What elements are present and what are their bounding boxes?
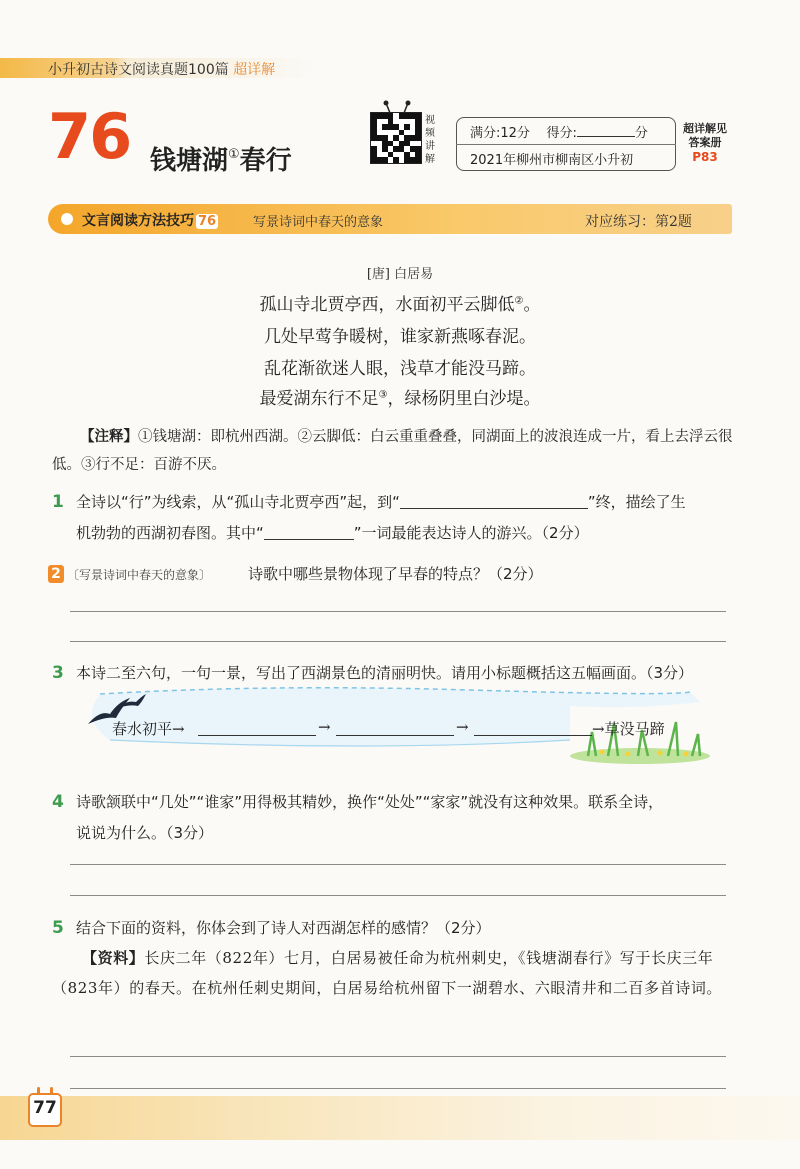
question-4: 诗歌颔联中“几处”“谁家”用得极其精妙，换作“处处”“家家”就没有这种效果。联系全诗， 说说为什么。（3分） bbox=[76, 793, 664, 842]
question-2: 诗歌中哪些景物体现了早春的特点？（2分） bbox=[248, 565, 543, 583]
answer-page: P83 bbox=[692, 150, 718, 164]
answer-line[interactable] bbox=[70, 611, 726, 612]
notes-label: 【注释】 bbox=[80, 429, 138, 445]
lesson-number: 76 bbox=[48, 100, 131, 173]
answer-blank[interactable] bbox=[264, 524, 354, 540]
page-number: 77 bbox=[33, 1098, 57, 1118]
scene-blank[interactable] bbox=[198, 720, 316, 736]
question-number-badge: 2 bbox=[48, 565, 64, 583]
bullet-dot-icon bbox=[61, 213, 73, 225]
resource-label: 【资料】 bbox=[82, 949, 145, 967]
series-highlight: 超详解 bbox=[233, 62, 276, 78]
question-tag: 〔写景诗词中春天的意象〕 bbox=[67, 568, 212, 582]
annotations: 【注释】①钱塘湖：即杭州西湖。②云脚低：白云重重叠叠，同湖面上的波浪连成一片，看上去浮云很低。③行不足：百游不厌。 bbox=[52, 429, 733, 473]
full-score: 满分:12分 bbox=[470, 126, 530, 141]
poem-line: 孤山寺北贾亭西，水面初平云脚低②。 bbox=[259, 295, 541, 315]
series-title: 小升初古诗文阅读真题100篇 超详解 bbox=[48, 62, 276, 78]
technique-label: 文言阅读方法技巧 76 bbox=[82, 213, 217, 229]
question-1: 全诗以“行”为线索，从“孤山寺北贾亭西”起，到“ ”终，描绘了生 机勃勃的西湖初春图。其中“ ”一词最能表达诗人的游兴。（2分） bbox=[76, 493, 686, 542]
lesson-title: 钱塘湖①春行 bbox=[150, 146, 292, 176]
question-number: 4 bbox=[52, 792, 64, 812]
scene-blank[interactable] bbox=[474, 720, 592, 736]
question-3: 本诗二至六句，一句一景，写出了西湖景色的清丽明快。请用小标题概括这五幅画面。（3分） bbox=[76, 664, 694, 682]
technique-number: 76 bbox=[198, 214, 217, 229]
answer-line[interactable] bbox=[70, 1056, 726, 1057]
answer-line[interactable] bbox=[70, 895, 726, 896]
scene-blank[interactable] bbox=[336, 720, 454, 736]
score-label: 得分: bbox=[546, 126, 577, 141]
resource-passage: 【资料】长庆二年（822年）七月，白居易被任命为杭州刺史，《钱塘湖春行》写于长庆三年（823年）的春天。在杭州任刺史期间，白居易给杭州留下一湖碧水、六眼清井和二百多首诗词。 bbox=[52, 949, 723, 997]
answer-blank[interactable] bbox=[400, 493, 588, 509]
scene-start: 春水初平→ bbox=[112, 720, 185, 738]
technique-practice: 对应练习：第2题 bbox=[585, 214, 692, 230]
scene-arrow: → bbox=[456, 718, 469, 736]
qr-video-label: 视频讲解 bbox=[425, 115, 435, 165]
poem-line: 乱花渐欲迷人眼，浅草才能没马蹄。 bbox=[264, 359, 536, 379]
question-5: 结合下面的资料，你体会到了诗人对西湖怎样的感情？（2分） bbox=[76, 919, 491, 937]
answer-line[interactable] bbox=[70, 1088, 726, 1089]
technique-topic: 写景诗词中春天的意象 bbox=[253, 215, 384, 230]
poem-line: 最爱湖东行不足③，绿杨阴里白沙堤。 bbox=[259, 389, 541, 409]
scene-end: →草没马蹄 bbox=[592, 720, 665, 738]
answer-reference: 超详解见 答案册 P83 bbox=[676, 117, 734, 171]
answer-line[interactable] bbox=[70, 864, 726, 865]
score-row: 满分:12分 得分: 分 bbox=[470, 126, 648, 141]
title-footnote: ① bbox=[228, 147, 240, 162]
question-number: 1 bbox=[52, 492, 64, 512]
poem-line: 几处早莺争暖树，谁家新燕啄春泥。 bbox=[264, 327, 536, 347]
score-divider bbox=[456, 144, 676, 145]
score-blank[interactable] bbox=[577, 125, 635, 137]
answer-line[interactable] bbox=[70, 641, 726, 642]
exam-source: 2021年柳州市柳南区小升初 bbox=[470, 153, 634, 168]
scene-arrow: → bbox=[318, 718, 331, 736]
footer-strip bbox=[0, 1096, 800, 1140]
poem-author: [唐] 白居易 bbox=[366, 267, 434, 282]
qr-code-icon[interactable] bbox=[370, 112, 422, 164]
question-number: 5 bbox=[52, 918, 64, 938]
question-number: 3 bbox=[52, 663, 64, 683]
